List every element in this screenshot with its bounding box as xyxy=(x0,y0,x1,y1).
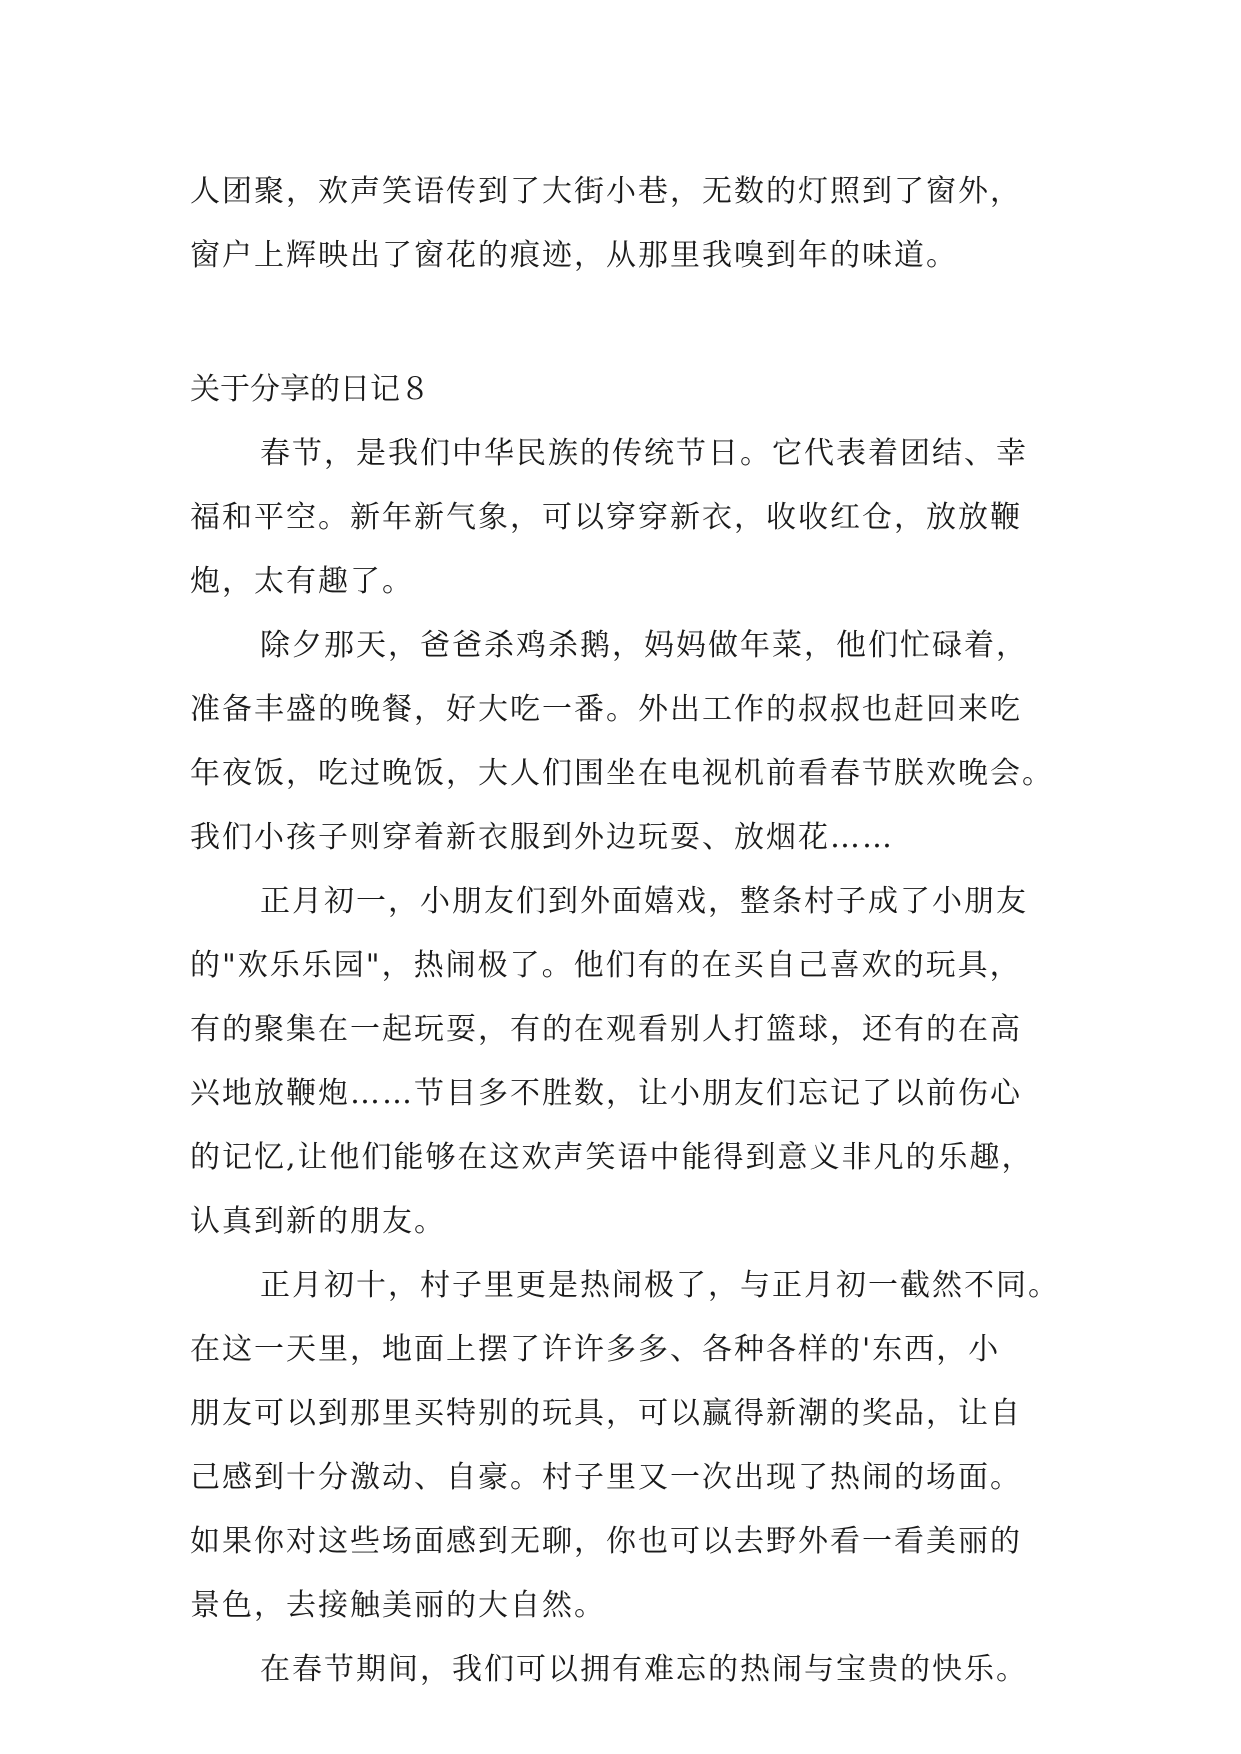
text-line: 福和平空。新年新气象，可以穿穿新衣，收收红仓，放放鞭 xyxy=(190,500,1022,535)
text-line: 兴地放鞭炮……节目多不胜数，让小朋友们忘记了以前伤心 xyxy=(190,1076,1022,1111)
document-body xyxy=(190,160,1070,1702)
text-line: 年夜饭，吃过晚饭，大人们围坐在电视机前看春节朕欢晚会。 xyxy=(190,756,1054,791)
paragraph-4 xyxy=(190,1254,1070,1638)
paragraph-1 xyxy=(190,422,1070,614)
text-line: 春节，是我们中华民族的传统节日。它代表着团结、幸 xyxy=(260,436,1028,471)
paragraph-3 xyxy=(190,870,1070,1254)
continuation-paragraph xyxy=(190,160,1070,288)
text-line: 的"欢乐乐园"，热闹极了。他们有的在买自己喜欢的玩具， xyxy=(190,948,1022,983)
text-line: 在春节期间，我们可以拥有难忘的热闹与宝贵的快乐。 xyxy=(260,1652,1028,1687)
text-line: 景色，去接触美丽的大自然。 xyxy=(190,1588,606,1623)
text-line: 己感到十分激动、自豪。村子里又一次出现了热闹的场面。 xyxy=(190,1460,1022,1495)
paragraph-2 xyxy=(190,614,1070,870)
text-line: 窗户上辉映出了窗花的痕迹，从那里我嗅到年的味道。 xyxy=(190,238,958,273)
text-line: 人团聚，欢声笑语传到了大街小巷，无数的灯照到了窗外， xyxy=(190,174,1022,209)
text-line: 我们小孩子则穿着新衣服到外边玩耍、放烟花…… xyxy=(190,820,894,855)
section-gap xyxy=(190,288,1070,358)
text-line: 正月初十，村子里更是热闹极了，与正月初一截然不同。 xyxy=(260,1268,1060,1303)
paragraph-5 xyxy=(190,1638,1070,1702)
text-line: 朋友可以到那里买特别的玩具，可以赢得新潮的奖品，让自 xyxy=(190,1396,1022,1431)
text-line: 在这一天里，地面上摆了许许多多、各种各样的'东西，小 xyxy=(190,1332,1001,1367)
text-line: 除夕那天，爸爸杀鸡杀鹅，妈妈做年菜，他们忙碌着， xyxy=(260,628,1028,663)
text-line: 的记忆,让他们能够在这欢声笑语中能得到意义非凡的乐趣， xyxy=(190,1140,1034,1175)
text-line: 认真到新的朋友。 xyxy=(190,1204,446,1239)
text-line: 正月初一，小朋友们到外面嬉戏，整条村子成了小朋友 xyxy=(260,884,1028,919)
text-line: 如果你对这些场面感到无聊，你也可以去野外看一看美丽的 xyxy=(190,1524,1022,1559)
text-line: 有的聚集在一起玩耍，有的在观看别人打篮球，还有的在高 xyxy=(190,1012,1022,1047)
text-line: 炮，太有趣了。 xyxy=(190,564,414,599)
text-line: 准备丰盛的晚餐，好大吃一番。外出工作的叔叔也赶回来吃 xyxy=(190,692,1022,727)
section-title: 关于分享的日记８ xyxy=(190,372,430,407)
